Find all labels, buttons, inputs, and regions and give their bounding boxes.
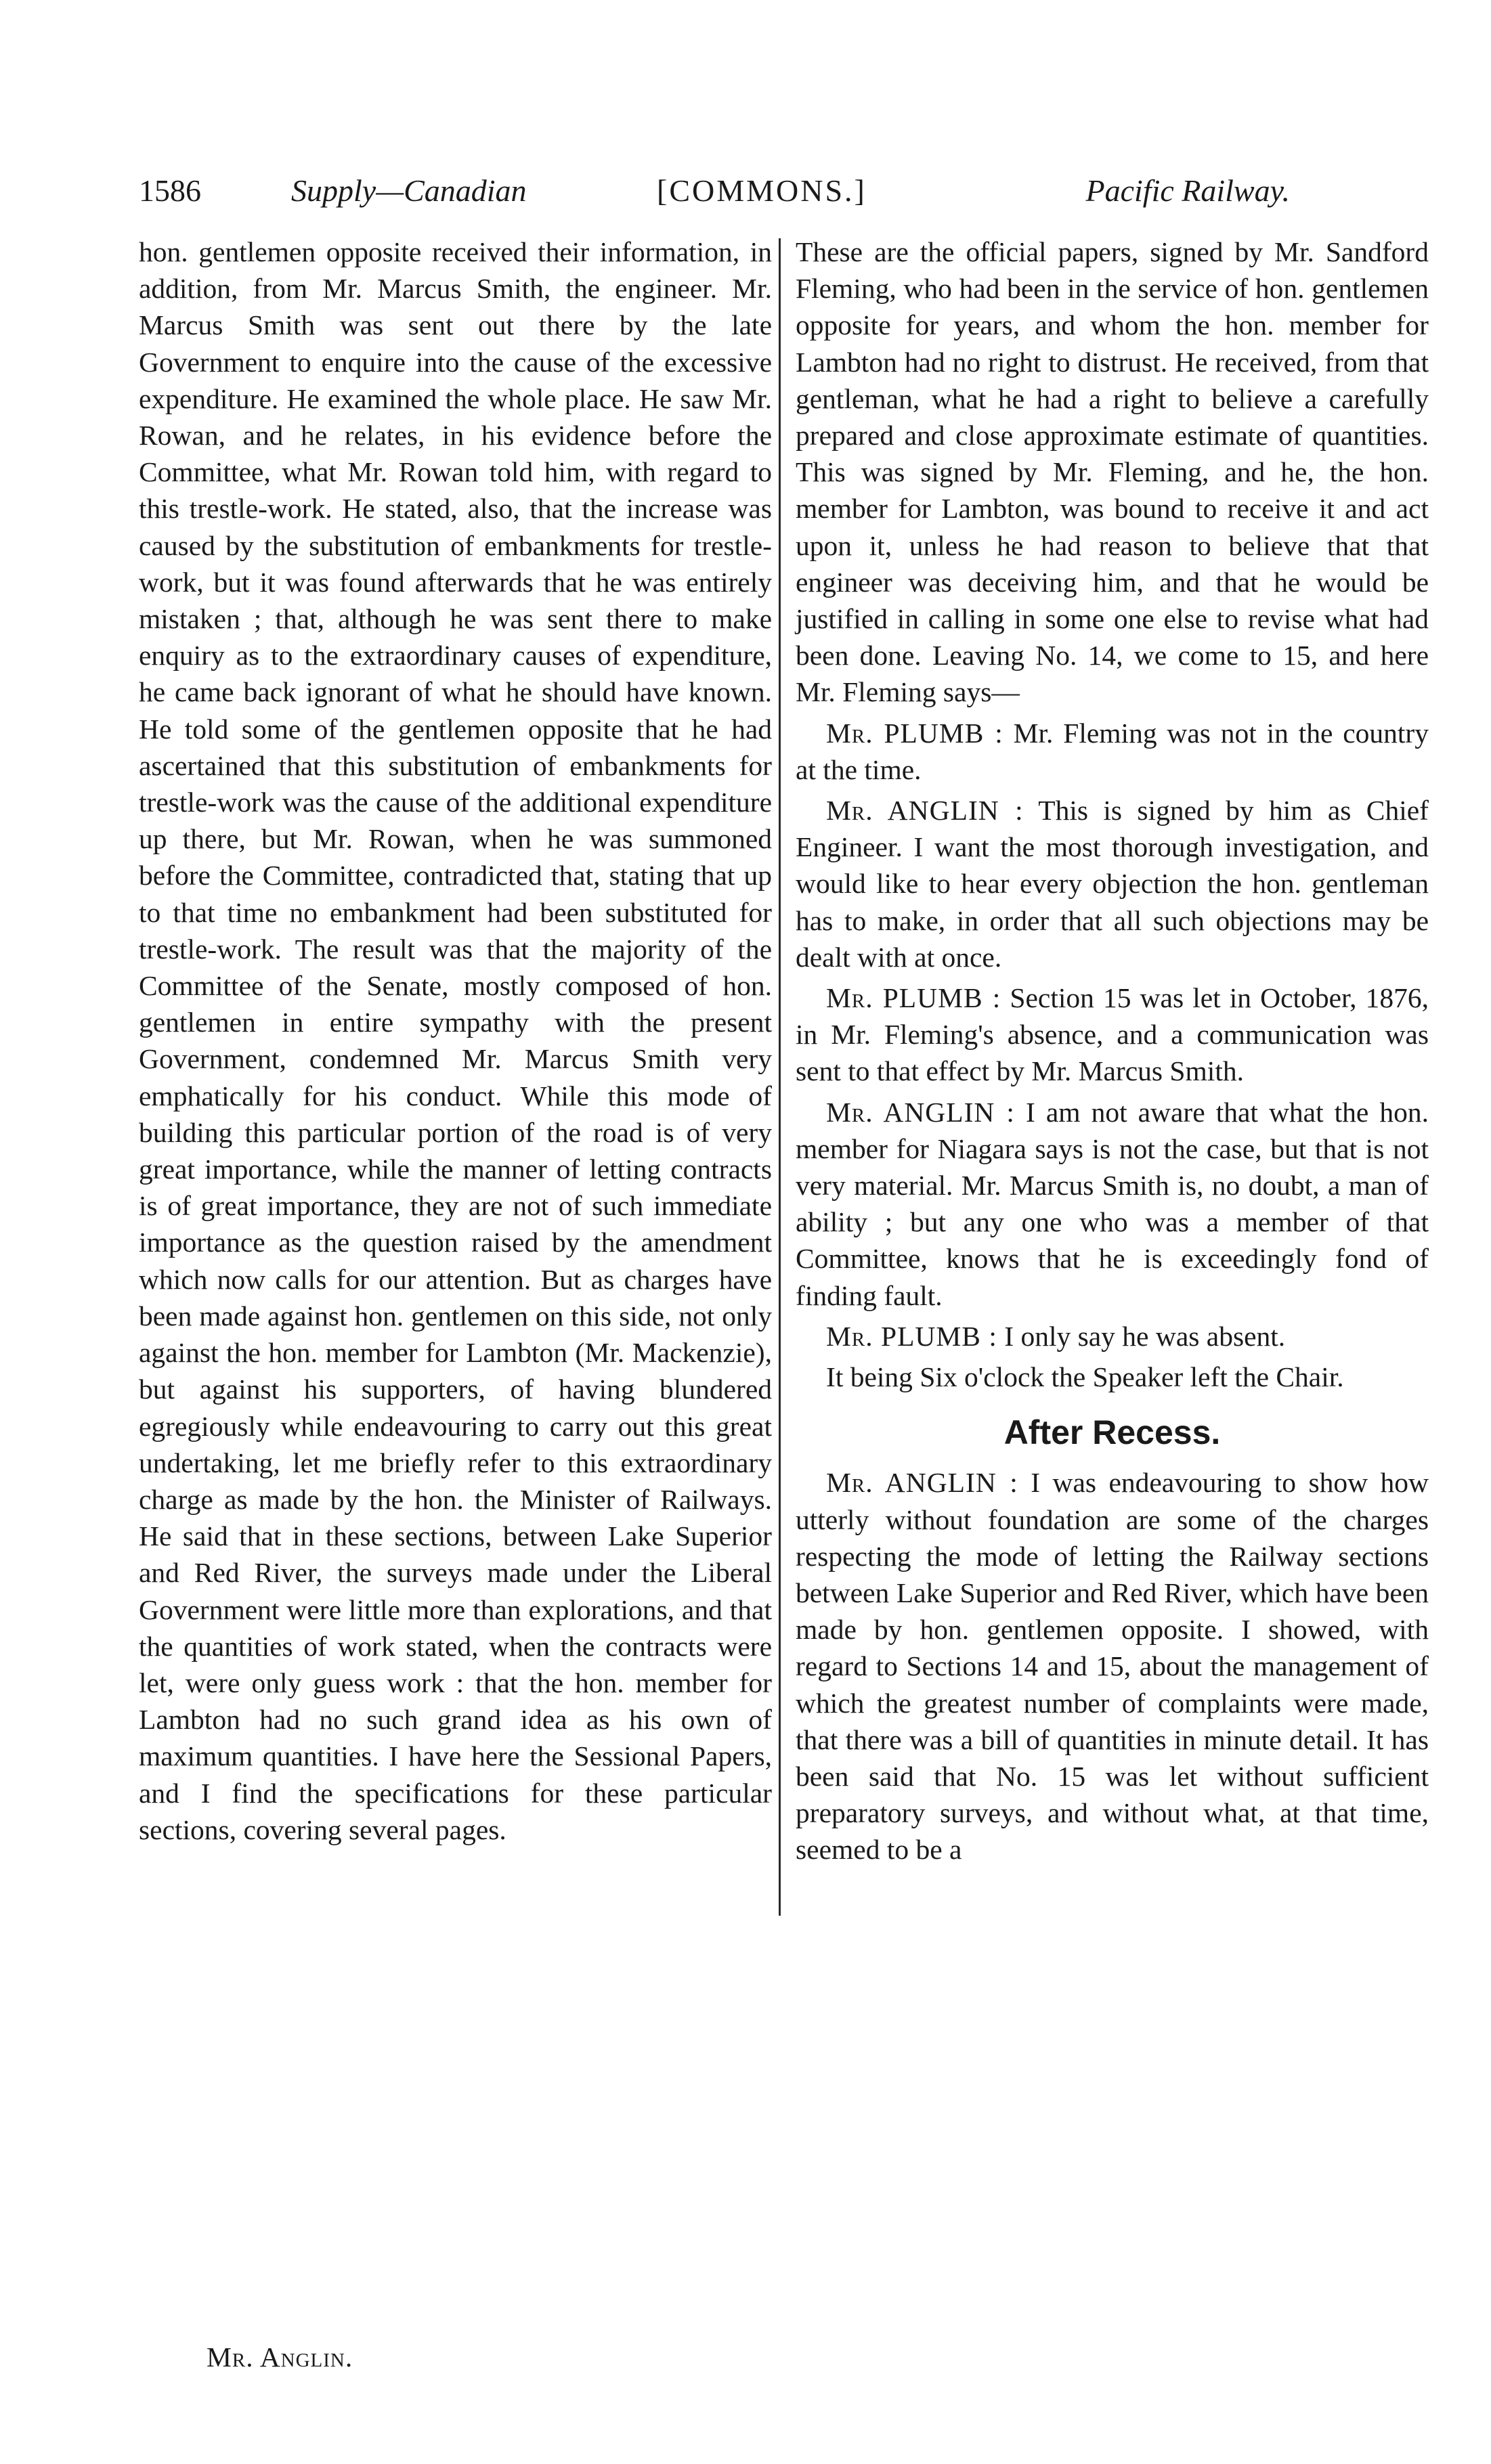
speaker-name: Mr. PLUMB : <box>826 717 1003 749</box>
speech-text: Mr. Fleming was not in the country at the time. <box>796 717 1429 785</box>
column-divider <box>779 238 781 1916</box>
right-column <box>796 234 1429 1868</box>
speech-text: I am not aware that what the hon. member for Niagara says is not the case, but that is not very material. Mr. Marcus Smith is, no doubt, a man of ability ; but any one who was a member of that Committee, knows that he is exceedingly fond of finding fault. <box>796 1096 1429 1311</box>
header-right-title: Pacific Railway. <box>1085 173 1290 208</box>
speech-plumb-3 <box>796 1318 1429 1355</box>
speaker-name: Mr. ANGLIN : <box>826 1467 1018 1499</box>
speech-anglin-3 <box>796 1464 1429 1868</box>
right-paragraph-1: These are the official papers, signed by Mr. Sandford Fleming, who had been in the service of hon. gentlemen opposite for years, and whom the hon. member for Lambton had no right to distrust. He received, from that gentleman, what he had a right to believe a carefully prepared and close approximate estimate of quantities. This was signed by Mr. Fleming, and he, the hon. member for Lambton, was bound to receive it and act upon it, unless he had reason to believe that that engineer was deceiving him, and that he would be justified in calling in some one else to revise what had been done. Leaving No. 14, we come to 15, and here Mr. Fleming says— <box>796 236 1429 708</box>
speech-plumb-2 <box>796 980 1429 1090</box>
recess-heading: After Recess. <box>1003 1413 1221 1452</box>
speech-anglin-2 <box>796 1094 1429 1314</box>
speaker-name: Mr. ANGLIN : <box>826 1096 1015 1128</box>
left-column <box>139 234 772 1848</box>
running-header <box>139 164 1290 218</box>
catchword: Mr. Anglin. <box>207 2341 353 2373</box>
speech-text: I was endeavouring to show how utterly without foundation are some of the charges respecting the mode of letting the Railway sections between Lake Superior and Red River, which have been made by hon. gentlemen opposite. I showed, with regard to Sections 14 and 15, about the management of which the greatest number of complaints were made, that there was a bill of quantities in minute detail. It has been said that No. 15 was let without sufficient preparatory surveys, and without what, at that time, seemed to be a <box>796 1467 1429 1866</box>
header-left-title: Supply—Canadian <box>291 173 527 208</box>
speaker-name: Mr. PLUMB : <box>826 982 1001 1014</box>
header-center-title: [COMMONS.] <box>657 173 867 208</box>
speech-plumb-1 <box>796 715 1429 788</box>
speech-anglin-1 <box>796 792 1429 975</box>
speech-text: I only say he was absent. <box>1004 1320 1286 1352</box>
speech-text: This is signed by him as Chief Engineer. I want the most thorough investigation, and would like to hear every objection the hon. gentleman has to make, in order that all such objections may be dealt with at once. <box>796 795 1429 973</box>
procedural-note: It being Six o'clock the Speaker left the Chair. <box>826 1361 1344 1393</box>
speech-text: Section 15 was let in October, 1876, in Mr. Fleming's absence, and a communication was sent to that effect by Mr. Marcus Smith. <box>796 982 1429 1087</box>
speaker-name: Mr. ANGLIN : <box>826 795 1024 827</box>
left-paragraph-1: hon. gentlemen opposite received their information, in addition, from Mr. Marcus Smith, the engineer. Mr. Marcus Smith was sent out there by the late Government to enquire into the cause of the excessive expenditure. He examined the whole place. He saw Mr. Rowan, and he relates, in his evidence before the Committee, what Mr. Rowan told him, with regard to this trestle-work. He stated, also, that the increase was caused by the substitution of embankments for trestle-work, but it was found afterwards that he was entirely mistaken ; that, although he was sent there to make enquiry as to the extraordinary causes of expenditure, he came back ignorant of what he should have known. He told some of the gentlemen opposite that he had ascertained that this substitution of embankments for trestle-work was the cause of the additional expenditure up there, but Mr. Rowan, when he was summoned before the Committee, contradicted that, stating that up to that time no embankment had been substituted for trestle-work. The result was that the majority of the Committee of the Senate, mostly composed of hon. gentlemen in entire sympathy with the present Government, condemned Mr. Marcus Smith very emphatically for his conduct. While this mode of building this particular portion of the road is of very great importance, while the manner of letting contracts is of great importance, they are not of such immediate importance as the question raised by the amendment which now calls for our attention. But as charges have been made against hon. gentlemen on this side, not only against the hon. member for Lambton (Mr. Mackenzie), but against his supporters, of having blundered egregiously while endeavouring to carry out this great undertaking, let me briefly refer to this extraordinary charge as made by the hon. the Minister of Railways. He said that in these sections, between Lake Superior and Red River, the surveys made under the Liberal Government were little more than explorations, and that the quantities of work stated, when the contracts were let, were only guess work : that the hon. member for Lambton had no such grand idea as his own of maximum quantities. I have here the Sessional Papers, and I find the specifications for these particular sections, covering several pages. <box>139 236 772 1845</box>
page-number: 1586 <box>139 173 201 208</box>
speaker-name: Mr. PLUMB : <box>826 1320 997 1352</box>
